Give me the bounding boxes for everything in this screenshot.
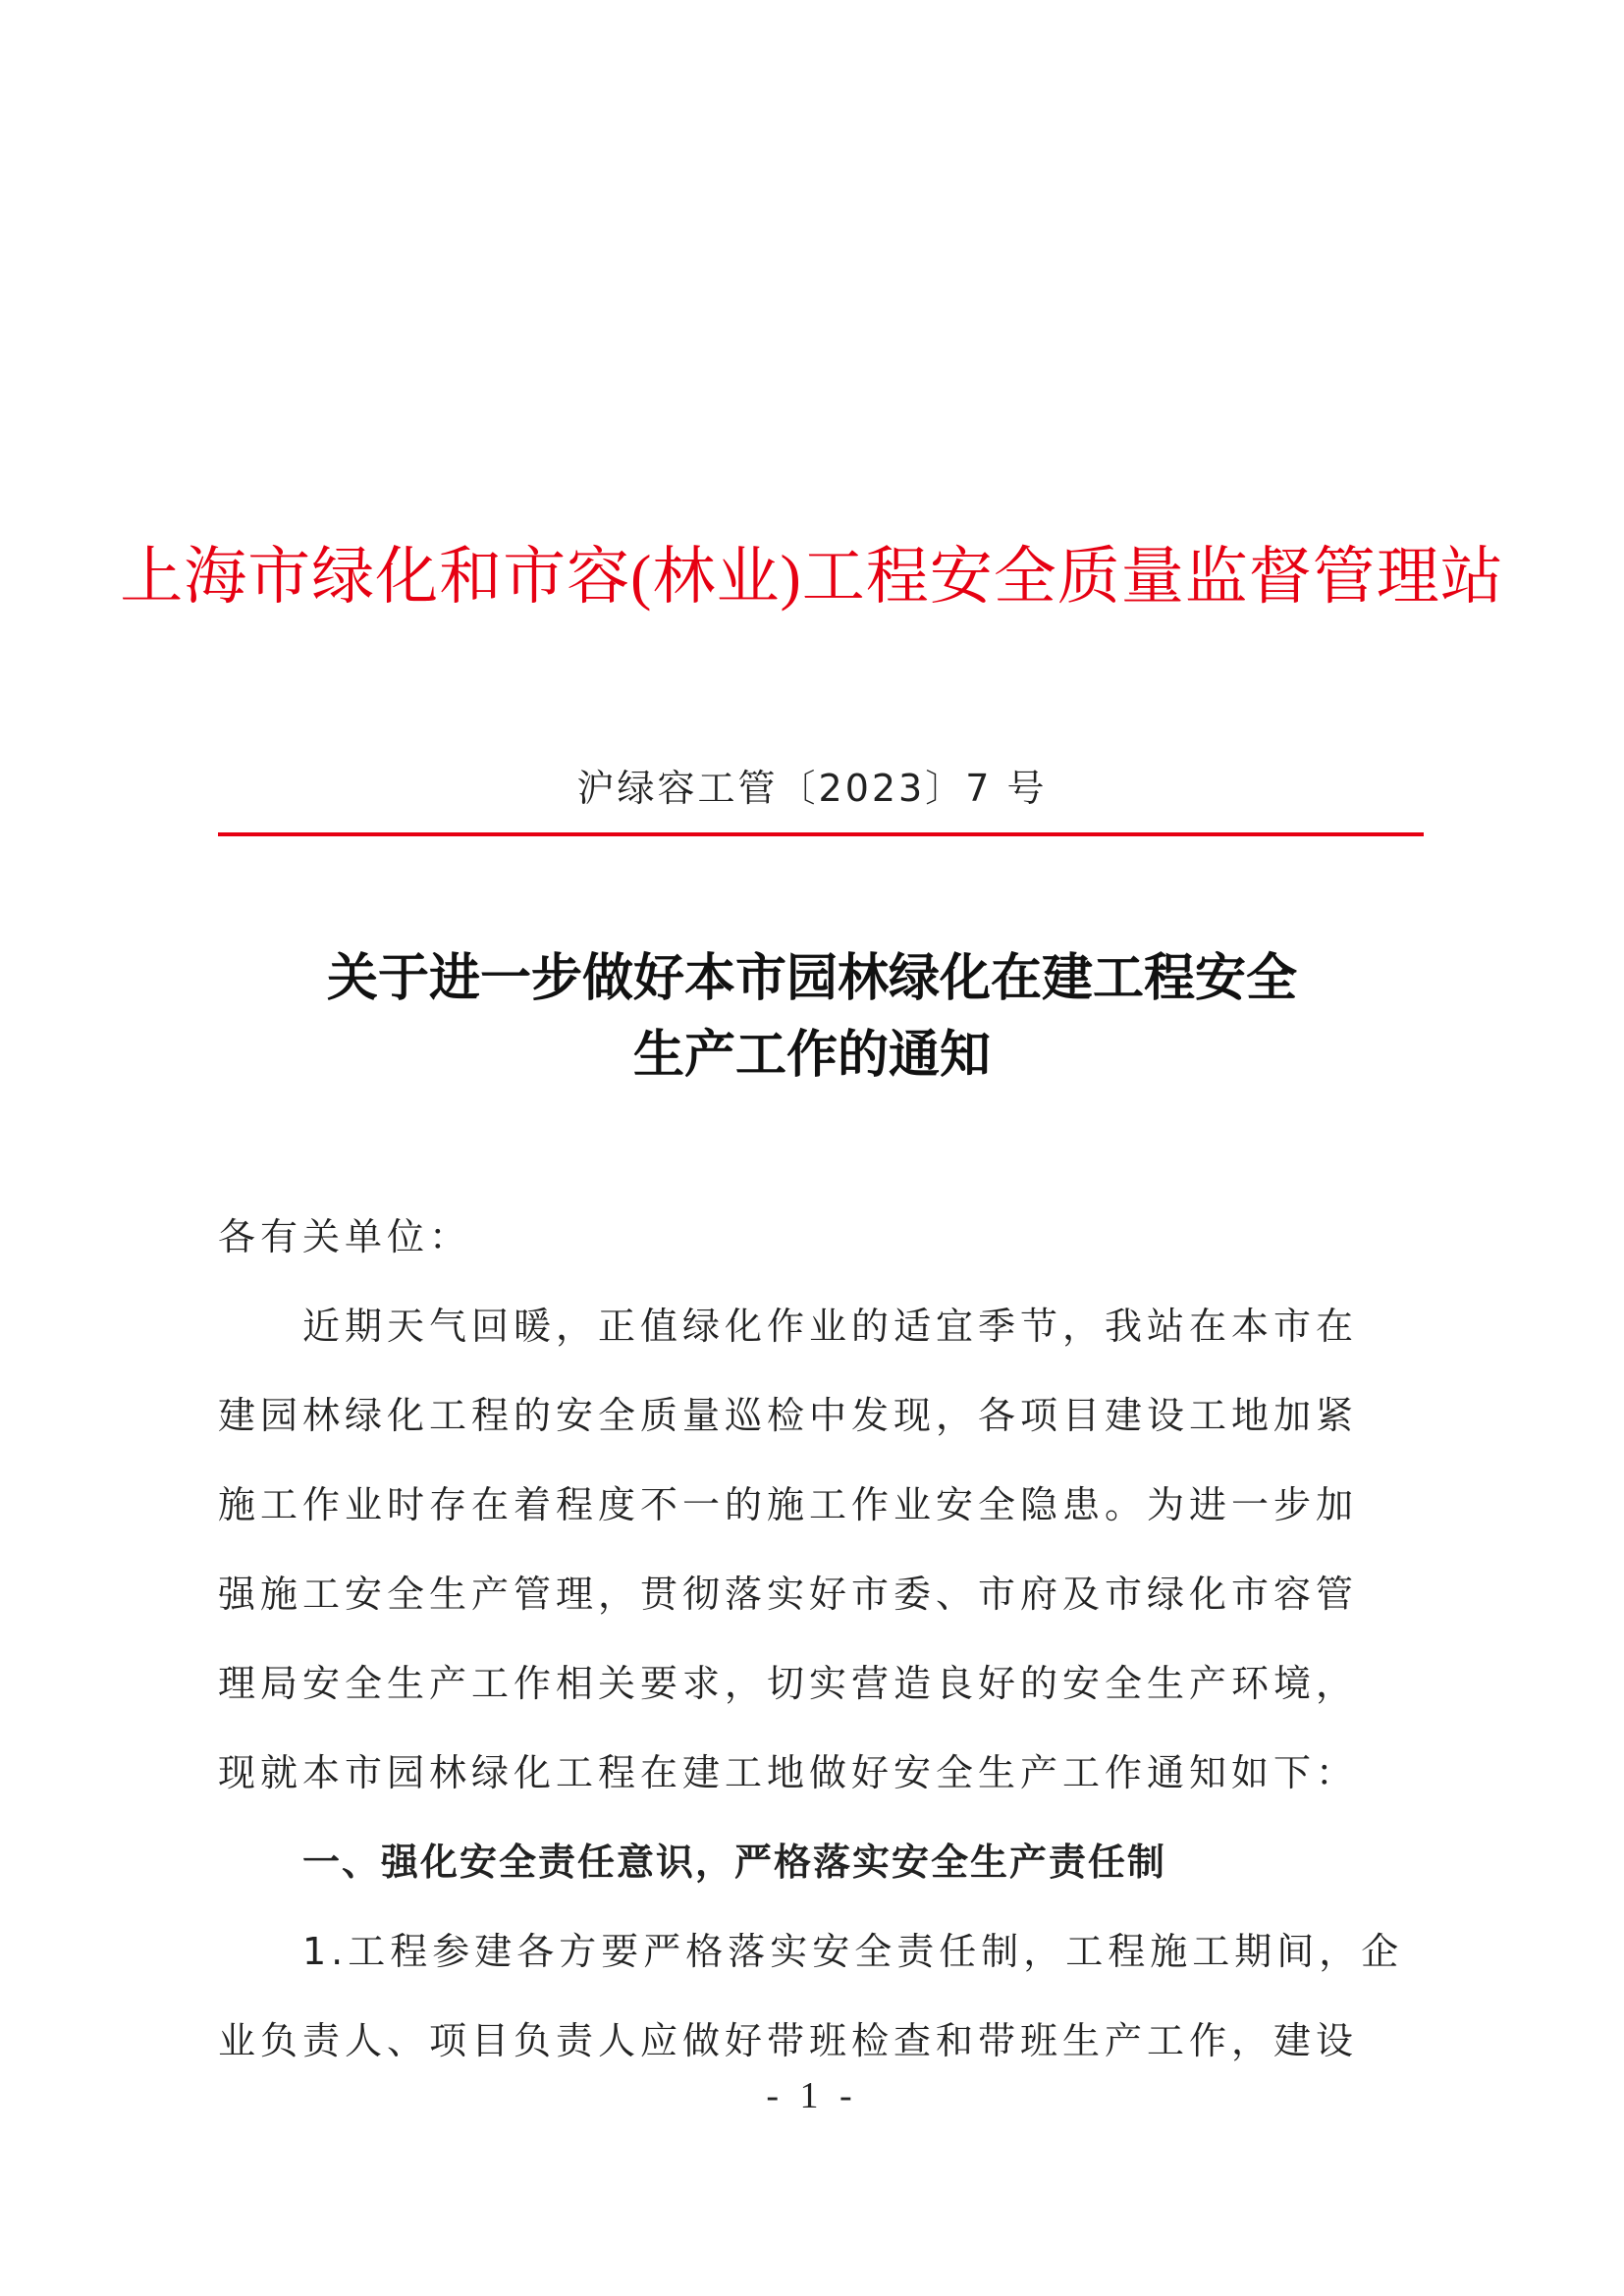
issuer-masthead: 上海市绿化和市容(林业)工程安全质量监督管理站 bbox=[120, 542, 1504, 612]
body-line: 建园林绿化工程的安全质量巡检中发现，各项目建设工地加紧 bbox=[218, 1394, 1359, 1437]
title-line-2: 生产工作的通知 bbox=[632, 1026, 991, 1085]
body-line: 业负责人、项目负责人应做好带班检查和带班生产工作，建设 bbox=[218, 2019, 1359, 2062]
body-line: 现就本市园林绿化工程在建工地做好安全生产工作通知如下： bbox=[218, 1751, 1359, 1794]
body-line: 施工作业时存在着程度不一的施工作业安全隐患。为进一步加 bbox=[218, 1483, 1359, 1526]
salutation: 各有关单位： bbox=[218, 1215, 472, 1258]
section-heading: 一、强化安全责任意识，严格落实安全生产责任制 bbox=[302, 1841, 1167, 1884]
body-line: 近期天气回暖，正值绿化作业的适宜季节，我站在本市在 bbox=[302, 1305, 1359, 1348]
page-number: - 1 - bbox=[766, 2075, 858, 2116]
document-number: 沪绿容工管〔2023〕7 号 bbox=[576, 767, 1048, 810]
document-title bbox=[196, 940, 1428, 1094]
red-divider bbox=[218, 832, 1424, 836]
title-line-1: 关于进一步做好本市园林绿化在建工程安全 bbox=[326, 949, 1297, 1008]
body-line: 理局安全生产工作相关要求，切实营造良好的安全生产环境， bbox=[218, 1662, 1359, 1705]
body-line: 强施工安全生产管理，贯彻落实好市委、市府及市绿化市容管 bbox=[218, 1573, 1359, 1616]
body-line: 1.工程参建各方要严格落实安全责任制，工程施工期间，企 bbox=[302, 1930, 1404, 1973]
body-text bbox=[218, 1193, 1424, 2086]
